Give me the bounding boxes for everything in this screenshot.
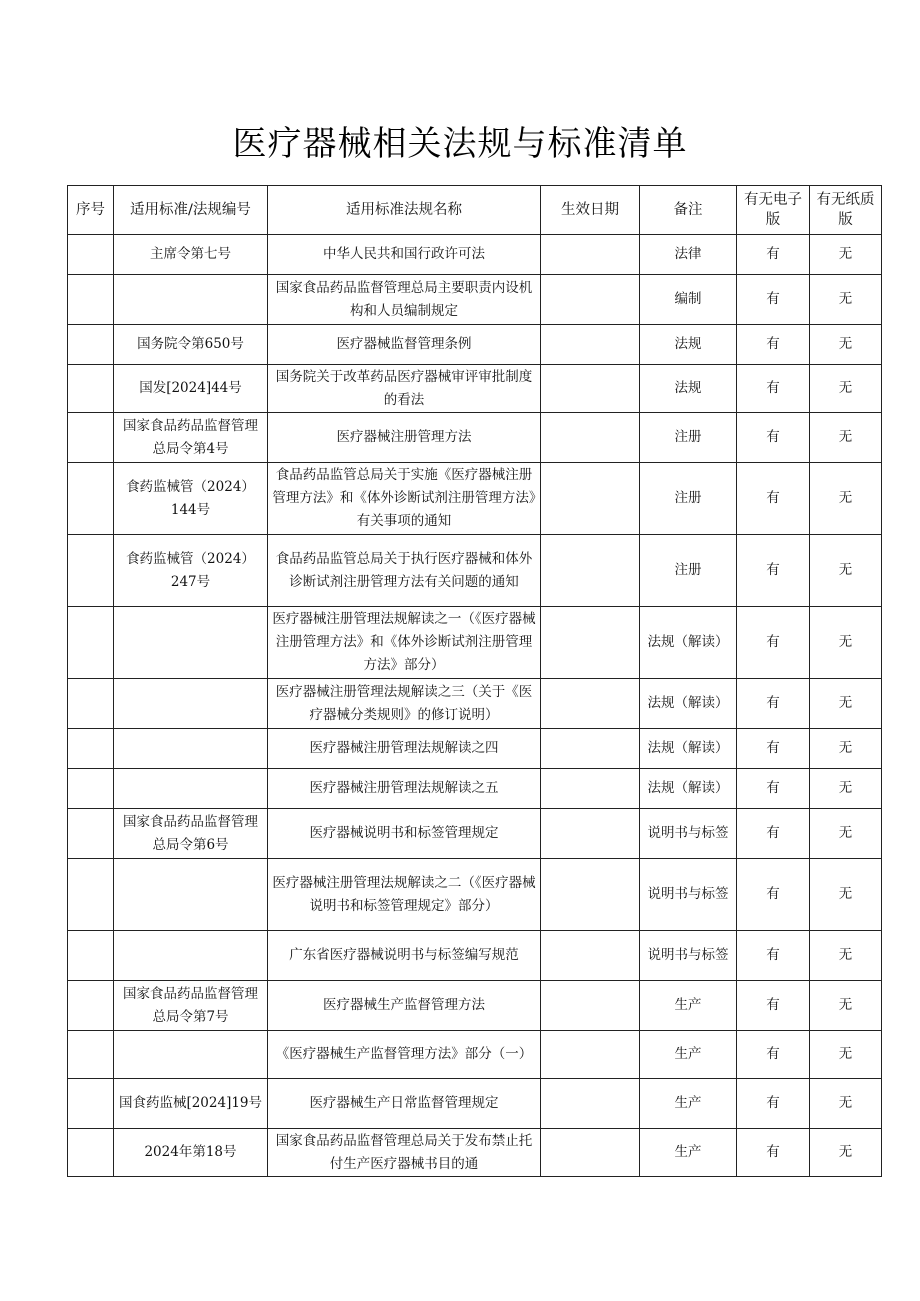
cell-name: 医疗器械监督管理条例 bbox=[268, 325, 541, 365]
cell-electronic: 有 bbox=[737, 607, 810, 679]
regulations-table bbox=[67, 185, 882, 1177]
cell-name: 食品药品监管总局关于执行医疗器械和体外诊断试剂注册管理方法有关问题的通知 bbox=[268, 535, 541, 607]
table-row bbox=[68, 413, 882, 463]
cell-paper: 无 bbox=[810, 235, 882, 275]
table-row bbox=[68, 463, 882, 535]
cell-electronic: 有 bbox=[737, 325, 810, 365]
cell-code: 国食药监械[2024]19号 bbox=[114, 1079, 268, 1129]
cell-code bbox=[114, 931, 268, 981]
cell-date bbox=[541, 325, 640, 365]
cell-no bbox=[68, 1031, 114, 1079]
cell-no bbox=[68, 275, 114, 325]
cell-code bbox=[114, 1031, 268, 1079]
cell-no bbox=[68, 463, 114, 535]
cell-no bbox=[68, 325, 114, 365]
cell-date bbox=[541, 275, 640, 325]
cell-no bbox=[68, 413, 114, 463]
cell-code: 国务院令第650号 bbox=[114, 325, 268, 365]
cell-date bbox=[541, 679, 640, 729]
cell-electronic: 有 bbox=[737, 463, 810, 535]
cell-note: 生产 bbox=[640, 1129, 737, 1177]
cell-note: 注册 bbox=[640, 463, 737, 535]
cell-code: 食药监械管（2024）144号 bbox=[114, 463, 268, 535]
cell-name: 广东省医疗器械说明书与标签编写规范 bbox=[268, 931, 541, 981]
table-row bbox=[68, 235, 882, 275]
cell-code: 主席令第七号 bbox=[114, 235, 268, 275]
cell-date bbox=[541, 769, 640, 809]
cell-paper: 无 bbox=[810, 275, 882, 325]
cell-date bbox=[541, 809, 640, 859]
cell-paper: 无 bbox=[810, 463, 882, 535]
cell-note: 生产 bbox=[640, 1031, 737, 1079]
cell-electronic: 有 bbox=[737, 275, 810, 325]
cell-date bbox=[541, 535, 640, 607]
cell-name: 医疗器械说明书和标签管理规定 bbox=[268, 809, 541, 859]
table-row bbox=[68, 769, 882, 809]
table-row bbox=[68, 809, 882, 859]
table-row bbox=[68, 365, 882, 413]
table-row bbox=[68, 607, 882, 679]
cell-paper: 无 bbox=[810, 1031, 882, 1079]
cell-no bbox=[68, 1129, 114, 1177]
cell-code bbox=[114, 679, 268, 729]
page-title: 医疗器械相关法规与标准清单 bbox=[232, 124, 688, 164]
cell-note: 法规（解读） bbox=[640, 729, 737, 769]
cell-date bbox=[541, 235, 640, 275]
cell-paper: 无 bbox=[810, 607, 882, 679]
cell-note: 编制 bbox=[640, 275, 737, 325]
cell-code: 国家食品药品监督管理总局令第7号 bbox=[114, 981, 268, 1031]
cell-paper: 无 bbox=[810, 769, 882, 809]
cell-electronic: 有 bbox=[737, 235, 810, 275]
cell-paper: 无 bbox=[810, 325, 882, 365]
cell-name: 医疗器械注册管理方法 bbox=[268, 413, 541, 463]
cell-electronic: 有 bbox=[737, 679, 810, 729]
cell-name: 医疗器械注册管理法规解读之二（《医疗器械说明书和标签管理规定》部分） bbox=[268, 859, 541, 931]
cell-date bbox=[541, 607, 640, 679]
cell-name: 医疗器械生产监督管理方法 bbox=[268, 981, 541, 1031]
cell-date bbox=[541, 365, 640, 413]
table-row bbox=[68, 275, 882, 325]
cell-note: 法规（解读） bbox=[640, 679, 737, 729]
cell-date bbox=[541, 1079, 640, 1129]
cell-code: 国家食品药品监督管理总局令第4号 bbox=[114, 413, 268, 463]
table-row bbox=[68, 535, 882, 607]
cell-paper: 无 bbox=[810, 413, 882, 463]
cell-date bbox=[541, 1031, 640, 1079]
cell-note: 法律 bbox=[640, 235, 737, 275]
cell-date bbox=[541, 859, 640, 931]
cell-code bbox=[114, 859, 268, 931]
cell-name: 医疗器械注册管理法规解读之五 bbox=[268, 769, 541, 809]
cell-paper: 无 bbox=[810, 859, 882, 931]
cell-no bbox=[68, 1079, 114, 1129]
cell-no bbox=[68, 679, 114, 729]
table-row bbox=[68, 325, 882, 365]
cell-electronic: 有 bbox=[737, 769, 810, 809]
cell-note: 生产 bbox=[640, 981, 737, 1031]
table-row bbox=[68, 679, 882, 729]
cell-name: 医疗器械注册管理法规解读之三（关于《医疗器械分类规则》的修订说明） bbox=[268, 679, 541, 729]
cell-name: 医疗器械生产日常监督管理规定 bbox=[268, 1079, 541, 1129]
table-body bbox=[68, 235, 882, 1177]
cell-electronic: 有 bbox=[737, 859, 810, 931]
cell-date bbox=[541, 413, 640, 463]
header-note: 备注 bbox=[640, 186, 737, 235]
cell-note: 注册 bbox=[640, 535, 737, 607]
header-date: 生效日期 bbox=[541, 186, 640, 235]
header-code: 适用标准/法规编号 bbox=[114, 186, 268, 235]
table-row bbox=[68, 1079, 882, 1129]
cell-paper: 无 bbox=[810, 809, 882, 859]
cell-paper: 无 bbox=[810, 365, 882, 413]
cell-note: 说明书与标签 bbox=[640, 859, 737, 931]
cell-note: 说明书与标签 bbox=[640, 931, 737, 981]
header-electronic: 有无电子版 bbox=[737, 186, 810, 235]
cell-note: 法规 bbox=[640, 325, 737, 365]
header-paper: 有无纸质版 bbox=[810, 186, 882, 235]
table-row bbox=[68, 729, 882, 769]
cell-no bbox=[68, 535, 114, 607]
cell-electronic: 有 bbox=[737, 809, 810, 859]
cell-electronic: 有 bbox=[737, 1079, 810, 1129]
cell-electronic: 有 bbox=[737, 1031, 810, 1079]
cell-no bbox=[68, 981, 114, 1031]
table-row bbox=[68, 1031, 882, 1079]
cell-name: 医疗器械注册管理法规解读之一（《医疗器械注册管理方法》和《体外诊断试剂注册管理方法》部分） bbox=[268, 607, 541, 679]
table-row bbox=[68, 931, 882, 981]
cell-code bbox=[114, 729, 268, 769]
cell-note: 法规（解读） bbox=[640, 607, 737, 679]
cell-name: 国务院关于改革药品医疗器械审评审批制度的看法 bbox=[268, 365, 541, 413]
cell-paper: 无 bbox=[810, 981, 882, 1031]
cell-code: 国发[2024]44号 bbox=[114, 365, 268, 413]
cell-no bbox=[68, 859, 114, 931]
header-no: 序号 bbox=[68, 186, 114, 235]
table-row bbox=[68, 1129, 882, 1177]
cell-no bbox=[68, 931, 114, 981]
header-name: 适用标准法规名称 bbox=[268, 186, 541, 235]
cell-date bbox=[541, 931, 640, 981]
cell-date bbox=[541, 463, 640, 535]
cell-electronic: 有 bbox=[737, 535, 810, 607]
cell-paper: 无 bbox=[810, 1079, 882, 1129]
cell-code: 食药监械管（2024）247号 bbox=[114, 535, 268, 607]
cell-no bbox=[68, 729, 114, 769]
cell-name: 国家食品药品监督管理总局关于发布禁止托付生产医疗器械书目的通 bbox=[268, 1129, 541, 1177]
cell-note: 生产 bbox=[640, 1079, 737, 1129]
cell-date bbox=[541, 1129, 640, 1177]
cell-note: 法规（解读） bbox=[640, 769, 737, 809]
cell-code bbox=[114, 275, 268, 325]
cell-no bbox=[68, 809, 114, 859]
cell-name: 《医疗器械生产监督管理方法》部分（一） bbox=[268, 1031, 541, 1079]
table-row bbox=[68, 981, 882, 1031]
cell-paper: 无 bbox=[810, 535, 882, 607]
cell-electronic: 有 bbox=[737, 981, 810, 1031]
cell-code bbox=[114, 607, 268, 679]
cell-no bbox=[68, 607, 114, 679]
cell-name: 食品药品监管总局关于实施《医疗器械注册管理方法》和《体外诊断试剂注册管理方法》有关事项的通知 bbox=[268, 463, 541, 535]
cell-name: 医疗器械注册管理法规解读之四 bbox=[268, 729, 541, 769]
cell-electronic: 有 bbox=[737, 1129, 810, 1177]
cell-electronic: 有 bbox=[737, 365, 810, 413]
cell-note: 注册 bbox=[640, 413, 737, 463]
cell-electronic: 有 bbox=[737, 413, 810, 463]
cell-no bbox=[68, 365, 114, 413]
cell-no bbox=[68, 235, 114, 275]
cell-electronic: 有 bbox=[737, 931, 810, 981]
cell-paper: 无 bbox=[810, 1129, 882, 1177]
cell-note: 说明书与标签 bbox=[640, 809, 737, 859]
cell-note: 法规 bbox=[640, 365, 737, 413]
cell-no bbox=[68, 769, 114, 809]
table-row bbox=[68, 859, 882, 931]
table-header-row bbox=[68, 186, 882, 235]
cell-date bbox=[541, 981, 640, 1031]
cell-paper: 无 bbox=[810, 729, 882, 769]
cell-name: 国家食品药品监督管理总局主要职责内设机构和人员编制规定 bbox=[268, 275, 541, 325]
cell-code: 国家食品药品监督管理总局令第6号 bbox=[114, 809, 268, 859]
cell-name: 中华人民共和国行政许可法 bbox=[268, 235, 541, 275]
cell-paper: 无 bbox=[810, 679, 882, 729]
cell-code bbox=[114, 769, 268, 809]
cell-date bbox=[541, 729, 640, 769]
cell-paper: 无 bbox=[810, 931, 882, 981]
cell-electronic: 有 bbox=[737, 729, 810, 769]
cell-code: 2024年第18号 bbox=[114, 1129, 268, 1177]
